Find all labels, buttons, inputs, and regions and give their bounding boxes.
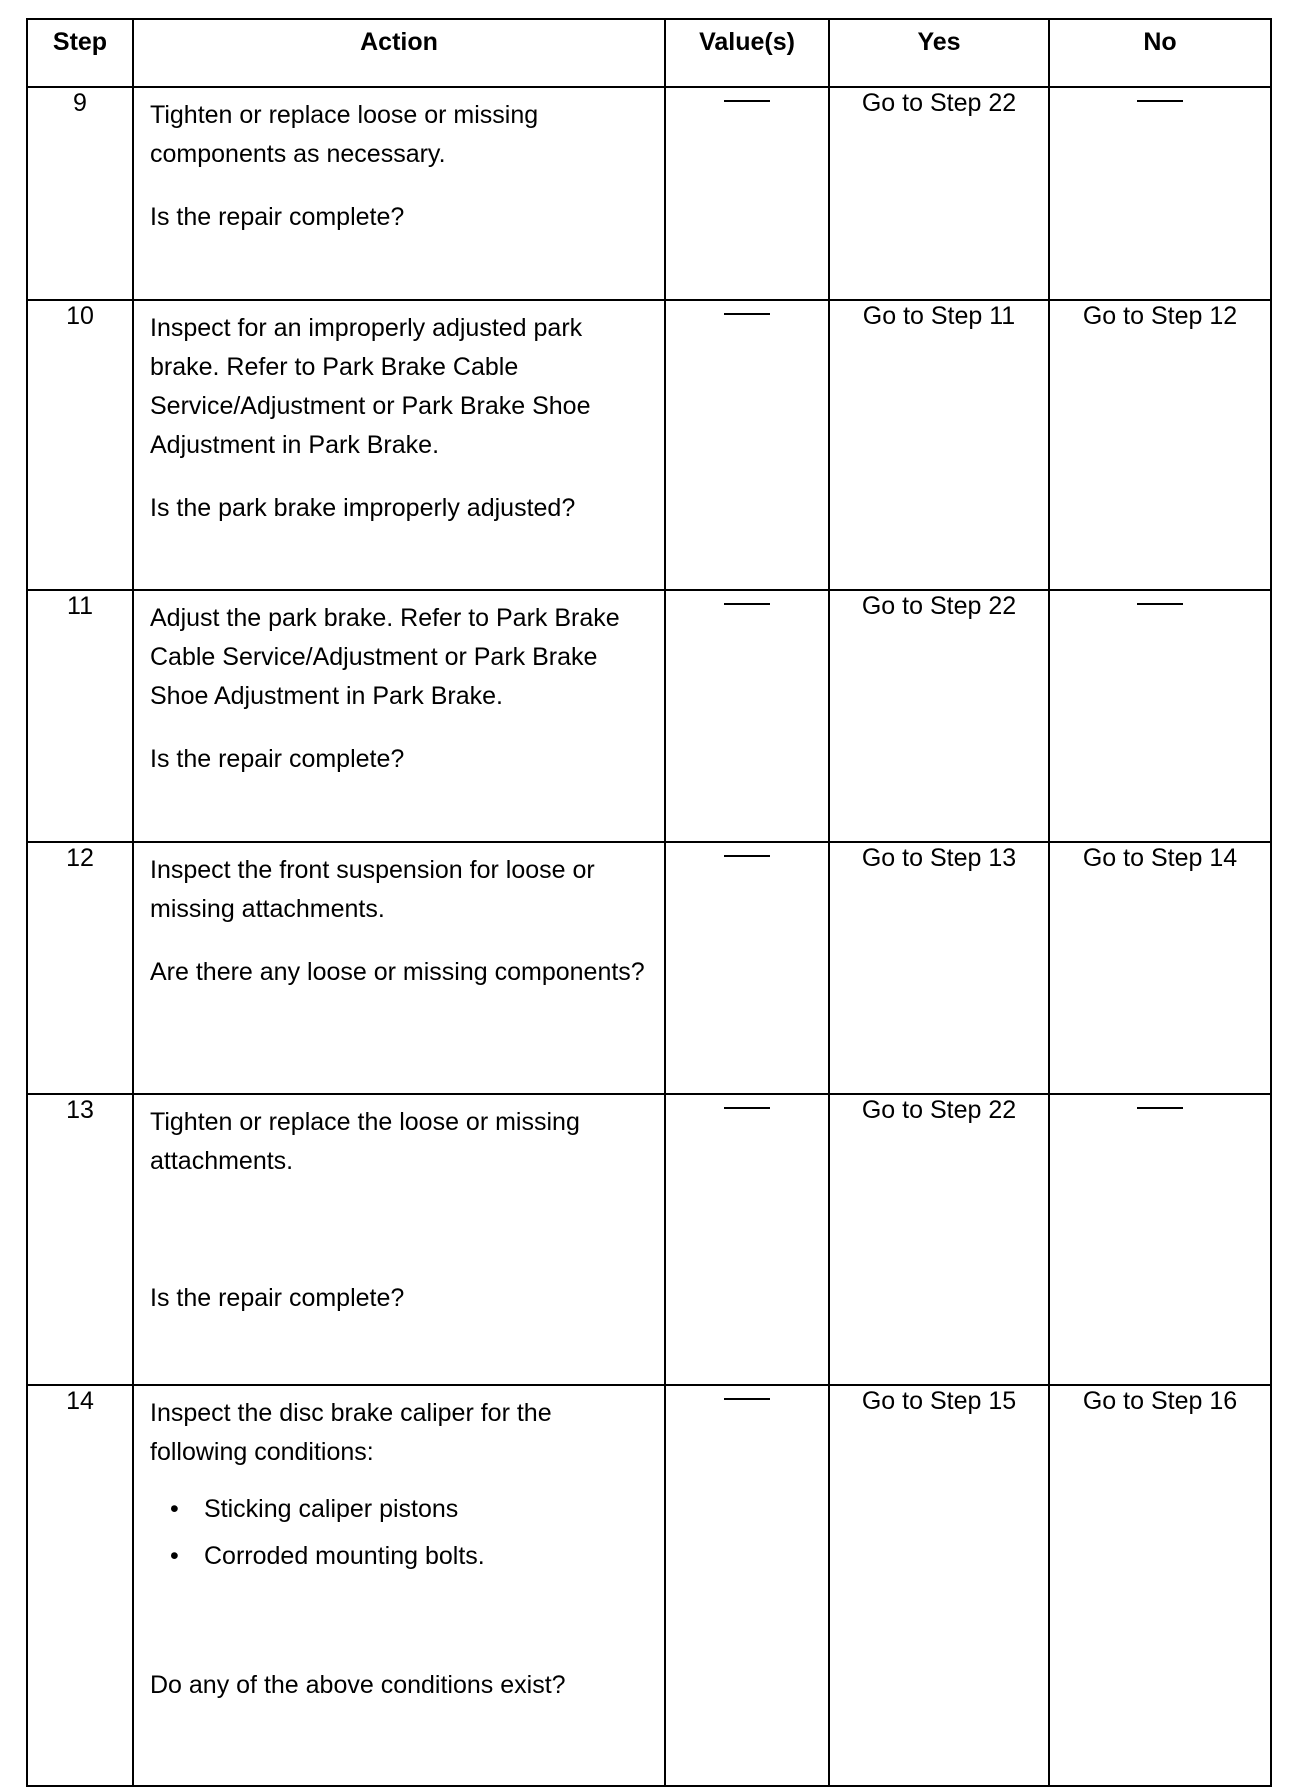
action-text: Tighten or replace the loose or missing attachments. xyxy=(150,1108,580,1175)
dash-mark xyxy=(724,1107,770,1109)
action-question: Are there any loose or missing components? xyxy=(150,958,645,986)
table-row xyxy=(27,300,1271,590)
action-text: Inspect the disc brake caliper for the following conditions: xyxy=(150,1399,552,1466)
condition-item: • Corroded mounting bolts. xyxy=(204,1537,650,1576)
dash-mark xyxy=(1137,1107,1183,1109)
dash-mark xyxy=(724,603,770,605)
action-text: Inspect for an improperly adjusted park brake. Refer to Park Brake Cable Service/Adjustment or Park Brake Shoe Adjustment in Park Brake. xyxy=(150,314,591,459)
step-number: 13 xyxy=(27,1094,133,1385)
value-cell xyxy=(665,590,829,842)
action-cell xyxy=(133,300,665,590)
action-question: Is the park brake improperly adjusted? xyxy=(150,494,576,522)
dash-mark xyxy=(724,855,770,857)
action-question: Is the repair complete? xyxy=(150,745,405,773)
action-cell xyxy=(133,87,665,300)
header-action: Action xyxy=(133,19,665,87)
dash-mark xyxy=(724,1398,770,1400)
value-cell xyxy=(665,300,829,590)
dash-mark xyxy=(724,100,770,102)
diagnostic-table xyxy=(26,18,1272,1787)
yes-cell: Go to Step 22 xyxy=(829,590,1049,842)
table-row xyxy=(27,1385,1271,1786)
step-number: 14 xyxy=(27,1385,133,1786)
condition-item: • Sticking caliper pistons xyxy=(204,1490,650,1529)
step-number: 10 xyxy=(27,300,133,590)
action-question: Is the repair complete? xyxy=(150,203,405,231)
yes-cell: Go to Step 22 xyxy=(829,87,1049,300)
value-cell xyxy=(665,1094,829,1385)
dash-mark xyxy=(1137,603,1183,605)
table-row xyxy=(27,842,1271,1094)
step-number: 9 xyxy=(27,87,133,300)
condition-list xyxy=(150,1490,650,1576)
action-text: Tighten or replace loose or missing components as necessary. xyxy=(150,101,539,168)
no-cell: Go to Step 14 xyxy=(1049,842,1271,1094)
value-cell xyxy=(665,842,829,1094)
table-row xyxy=(27,590,1271,842)
table-row xyxy=(27,1094,1271,1385)
no-cell: Go to Step 16 xyxy=(1049,1385,1271,1786)
step-number: 12 xyxy=(27,842,133,1094)
action-question: Do any of the above conditions exist? xyxy=(150,1671,566,1699)
header-no: No xyxy=(1049,19,1271,87)
header-row xyxy=(27,19,1271,87)
yes-cell: Go to Step 13 xyxy=(829,842,1049,1094)
dash-mark xyxy=(724,313,770,315)
no-cell xyxy=(1049,590,1271,842)
value-cell xyxy=(665,87,829,300)
step-number: 11 xyxy=(27,590,133,842)
action-cell xyxy=(133,1094,665,1385)
no-cell xyxy=(1049,87,1271,300)
value-cell xyxy=(665,1385,829,1786)
yes-cell: Go to Step 22 xyxy=(829,1094,1049,1385)
header-values: Value(s) xyxy=(665,19,829,87)
action-cell xyxy=(133,590,665,842)
dash-mark xyxy=(1137,100,1183,102)
header-yes: Yes xyxy=(829,19,1049,87)
yes-cell: Go to Step 11 xyxy=(829,300,1049,590)
action-cell xyxy=(133,1385,665,1786)
header-step: Step xyxy=(27,19,133,87)
no-cell: Go to Step 12 xyxy=(1049,300,1271,590)
action-text: Adjust the park brake. Refer to Park Brake Cable Service/Adjustment or Park Brake Shoe Adjustment in Park Brake. xyxy=(150,604,620,710)
yes-cell: Go to Step 15 xyxy=(829,1385,1049,1786)
action-cell xyxy=(133,842,665,1094)
no-cell xyxy=(1049,1094,1271,1385)
action-text: Inspect the front suspension for loose or missing attachments. xyxy=(150,856,595,923)
action-question: Is the repair complete? xyxy=(150,1284,405,1312)
table-row xyxy=(27,87,1271,300)
